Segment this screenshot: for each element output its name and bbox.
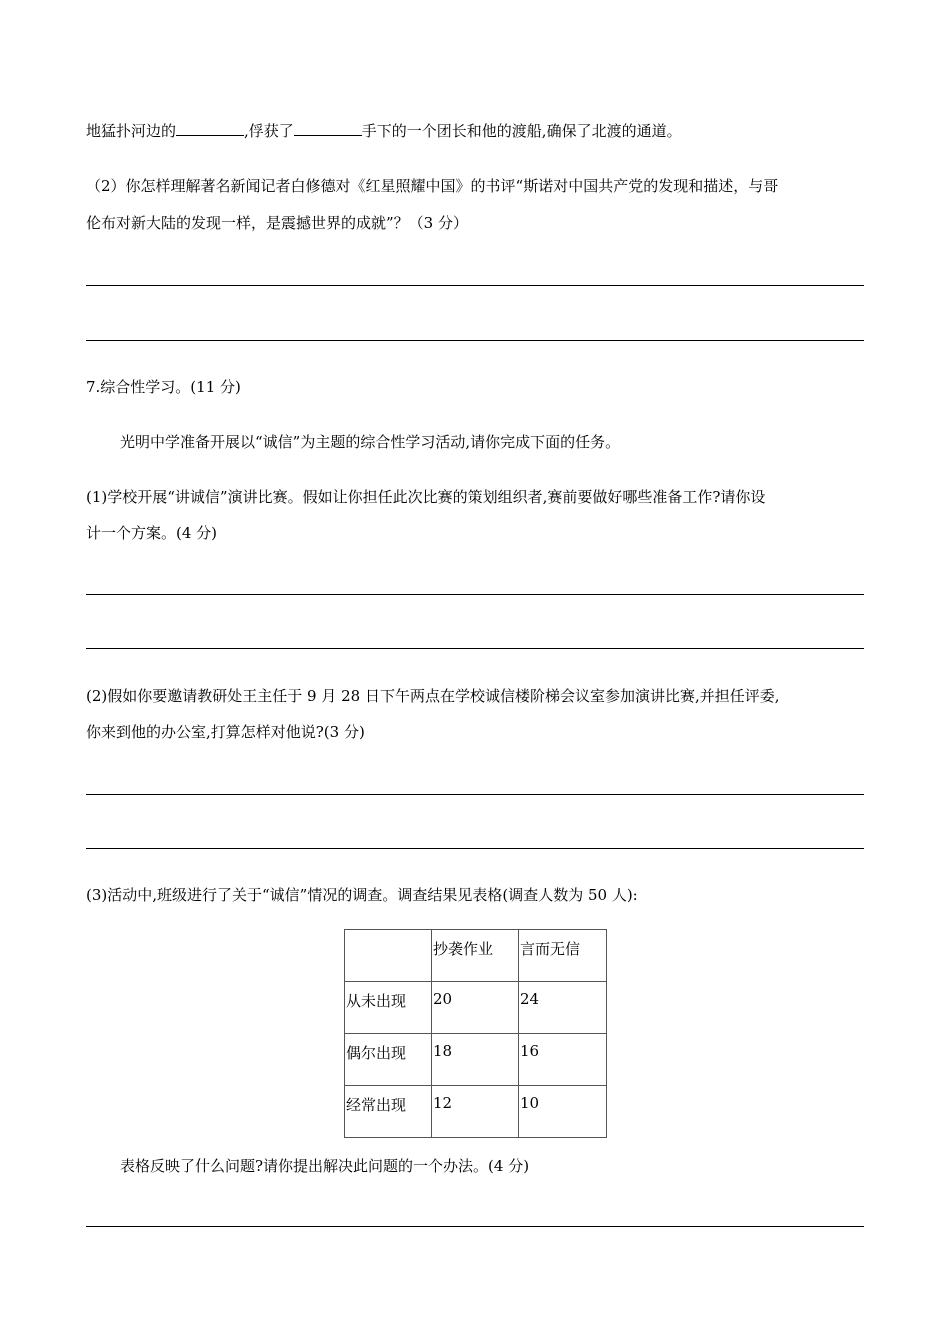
part-3-question: 表格反映了什么问题?请你提出解决此问题的一个办法。(4 分): [120, 1157, 530, 1175]
table-cell: 24: [519, 982, 607, 1034]
sentence-part-2: ,俘获了: [244, 122, 294, 140]
part-2-line-1: (2)假如你要邀请教研处王主任于 9 月 28 日下午两点在学校诚信楼阶梯会议室参加演讲比赛,并担任评委,: [86, 687, 780, 705]
question-7-intro: 光明中学准备开展以“诚信”为主题的综合性学习活动,请你完成下面的任务。: [120, 433, 621, 451]
table-row: [345, 1086, 607, 1138]
table-header-cell: 言而无信: [519, 930, 607, 982]
table-header-row: [345, 930, 607, 982]
part-2-line-2: 你来到他的办公室,打算怎样对他说?(3 分): [86, 723, 365, 741]
table-cell: 18: [432, 1034, 519, 1086]
table-cell: 偶尔出现: [345, 1034, 432, 1086]
sentence-part-3: 手下的一个团长和他的渡船,确保了北渡的通道。: [361, 122, 682, 140]
answer-line[interactable]: [86, 794, 864, 795]
fill-blank-2[interactable]: [294, 121, 362, 136]
answer-line[interactable]: [86, 285, 864, 286]
survey-table: [344, 929, 607, 1138]
answer-line[interactable]: [86, 594, 864, 595]
table-row: [345, 982, 607, 1034]
table-cell: 12: [432, 1086, 519, 1138]
question-2-line-2: 伦布对新大陆的发现一样，是震撼世界的成就”？（3 分）: [86, 214, 468, 232]
question-7-title: 7.综合性学习。(11 分): [86, 378, 241, 396]
table-cell: 10: [519, 1086, 607, 1138]
table-row: [345, 1034, 607, 1086]
part-3-line-1: (3)活动中,班级进行了关于“诚信”情况的调查。调查结果见表格(调查人数为 50 人):: [86, 886, 638, 904]
table-cell: 经常出现: [345, 1086, 432, 1138]
answer-line[interactable]: [86, 848, 864, 849]
question-2-line-1: （2）你怎样理解著名新闻记者白修德对《红星照耀中国》的书评“斯诺对中国共产党的发现和描述，与哥: [86, 177, 779, 195]
part-1-line-2: 计一个方案。(4 分): [86, 524, 218, 542]
table-cell: 16: [519, 1034, 607, 1086]
table-cell: 从未出现: [345, 982, 432, 1034]
part-1-line-1: (1)学校开展“讲诚信”演讲比赛。假如让你担任此次比赛的策划组织者,赛前要做好哪些准备工作?请你设: [86, 488, 766, 506]
sentence-part-1: 地猛扑河边的: [86, 122, 177, 140]
table-header-cell: [345, 930, 432, 982]
table-cell: 20: [432, 982, 519, 1034]
fill-blank-sentence: [86, 121, 682, 141]
answer-line[interactable]: [86, 648, 864, 649]
answer-line[interactable]: [86, 340, 864, 341]
fill-blank-1[interactable]: [176, 121, 244, 136]
table-header-cell: 抄袭作业: [432, 930, 519, 982]
answer-line[interactable]: [86, 1226, 864, 1227]
